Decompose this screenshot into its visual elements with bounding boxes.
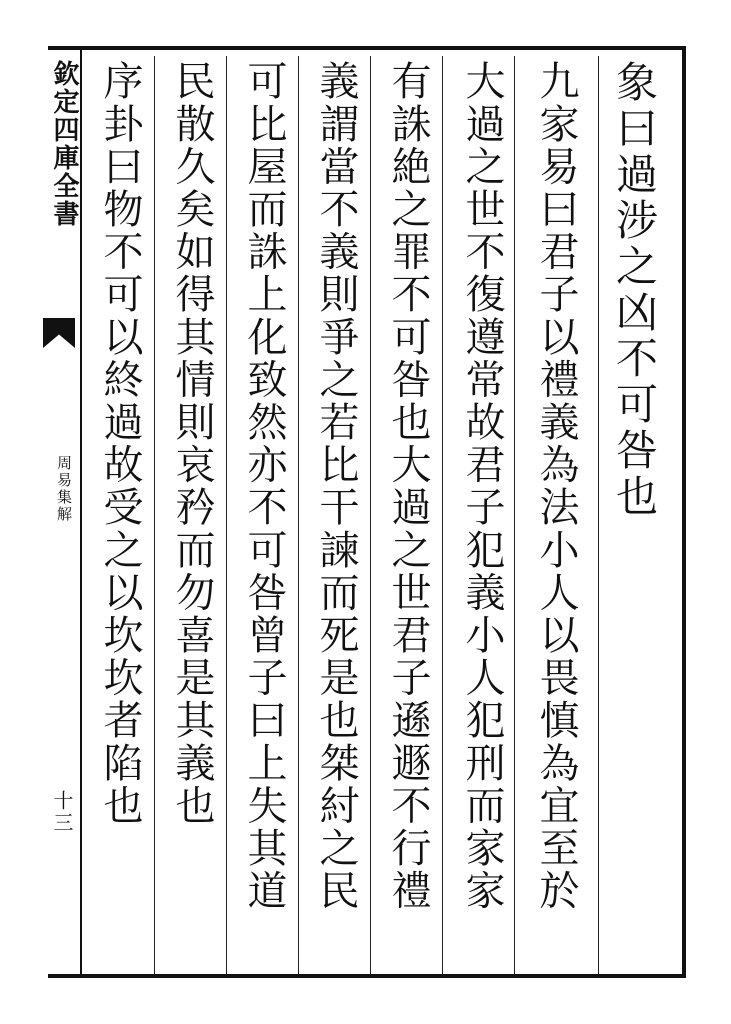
text-column-5 [300,52,372,972]
text-column-2 [520,52,592,972]
column-text: 民散久矣如得其情則哀矜而勿喜是其義也 [169,60,215,827]
column-text: 大過之世不復遵常故君子犯義小人犯刑而家家 [459,60,505,912]
column-text: 九家易曰君子以禮義為法小人以畏慎為宜至於 [533,60,579,912]
margin-page-number: 十三 [50,790,74,834]
column-text: 序卦曰物不可以終過故受之以坎坎者陷也 [97,60,143,827]
text-column-8 [84,52,156,972]
column-text: 可比屋而誅上化致然亦不可咎曾子曰上失其道 [241,60,287,912]
column-text: 象曰過涉之凶不可咎也 [610,60,659,520]
column-text: 義謂當不義則爭之若比干諫而死是也桀紂之民 [313,60,359,912]
margin-volume-title: 周易集解 [55,455,73,523]
text-column-1 [598,52,670,972]
text-column-3 [446,52,518,972]
text-column-6 [228,52,300,972]
column-text: 有誅絶之罪不可咎也大過之世君子遜遯不行禮 [385,60,431,912]
margin-book-title: 欽定四庫全書 [49,60,79,228]
text-column-4 [372,52,444,972]
text-column-7 [156,52,228,972]
